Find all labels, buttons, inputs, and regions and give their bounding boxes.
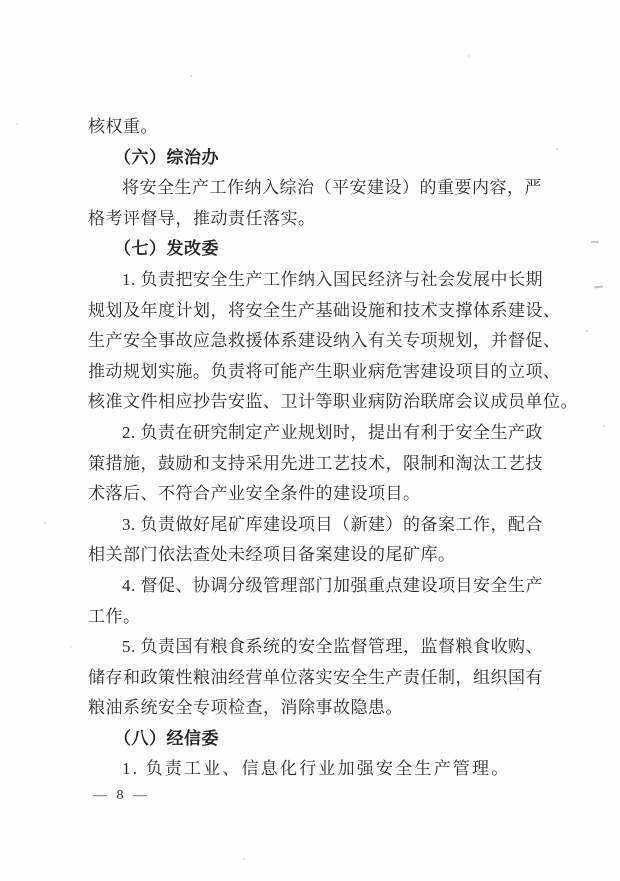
text-line: 格考评督导，推动责任落实。 [88, 208, 316, 228]
text-line: 粮油系统安全专项检查，消除事故隐患。 [88, 698, 403, 718]
text-line: 工作。 [88, 606, 141, 626]
section-heading: （六）综治办 [114, 147, 219, 167]
scan-artifact [591, 241, 599, 243]
text-line: 策措施，鼓励和支持采用先进工艺技术，限制和淘汰工艺技 [88, 453, 543, 473]
scan-noise [0, 0, 2, 2]
text-line: 1. 负责把安全生产工作纳入国民经济与社会发展中长期 [122, 269, 543, 289]
text-line: 核权重。 [88, 117, 158, 136]
text-line: 2. 负责在研究制定产业规划时，提出有利于安全生产政 [122, 422, 543, 442]
text-line: 核准文件相应抄告安监、卫计等职业病防治联席会议成员单位。 [88, 392, 578, 412]
text-line: 术落后、不符合产业安全条件的建设项目。 [88, 484, 421, 504]
text-line: 规划及年度计划，将安全生产基础设施和技术支撑体系建设、 [88, 300, 561, 320]
section-heading: （八）经信委 [114, 728, 219, 748]
section-heading: （七）发改委 [114, 239, 219, 259]
text-line: 推动规划实施。负责将可能产生职业病危害建设项目的立项、 [88, 361, 561, 381]
text-line: 5. 负责国有粮食系统的安全监督管理，监督粮食收购、 [122, 637, 543, 657]
text-line: 储存和政策性粮油经营单位落实安全生产责任制，组织国有 [88, 667, 543, 687]
text-line: 将安全生产工作纳入综治（平安建设）的重要内容，严 [122, 178, 542, 198]
scan-artifact [594, 286, 603, 289]
text-line: 3. 负责做好尾矿库建设项目（新建）的备案工作，配合 [122, 514, 543, 534]
text-line: 相关部门依法查处未经项目备案建设的尾矿库。 [88, 545, 456, 565]
page-number: — 8 — [93, 788, 150, 803]
text-line: 1. 负责工业、信息化行业加强安全生产管理。 [122, 759, 511, 779]
text-line: 4. 督促、协调分级管理部门加强重点建设项目安全生产 [122, 575, 543, 595]
document-body [88, 112, 578, 785]
text-line: 生产安全事故应急救援体系建设纳入有关专项规划，并督促、 [88, 331, 561, 351]
